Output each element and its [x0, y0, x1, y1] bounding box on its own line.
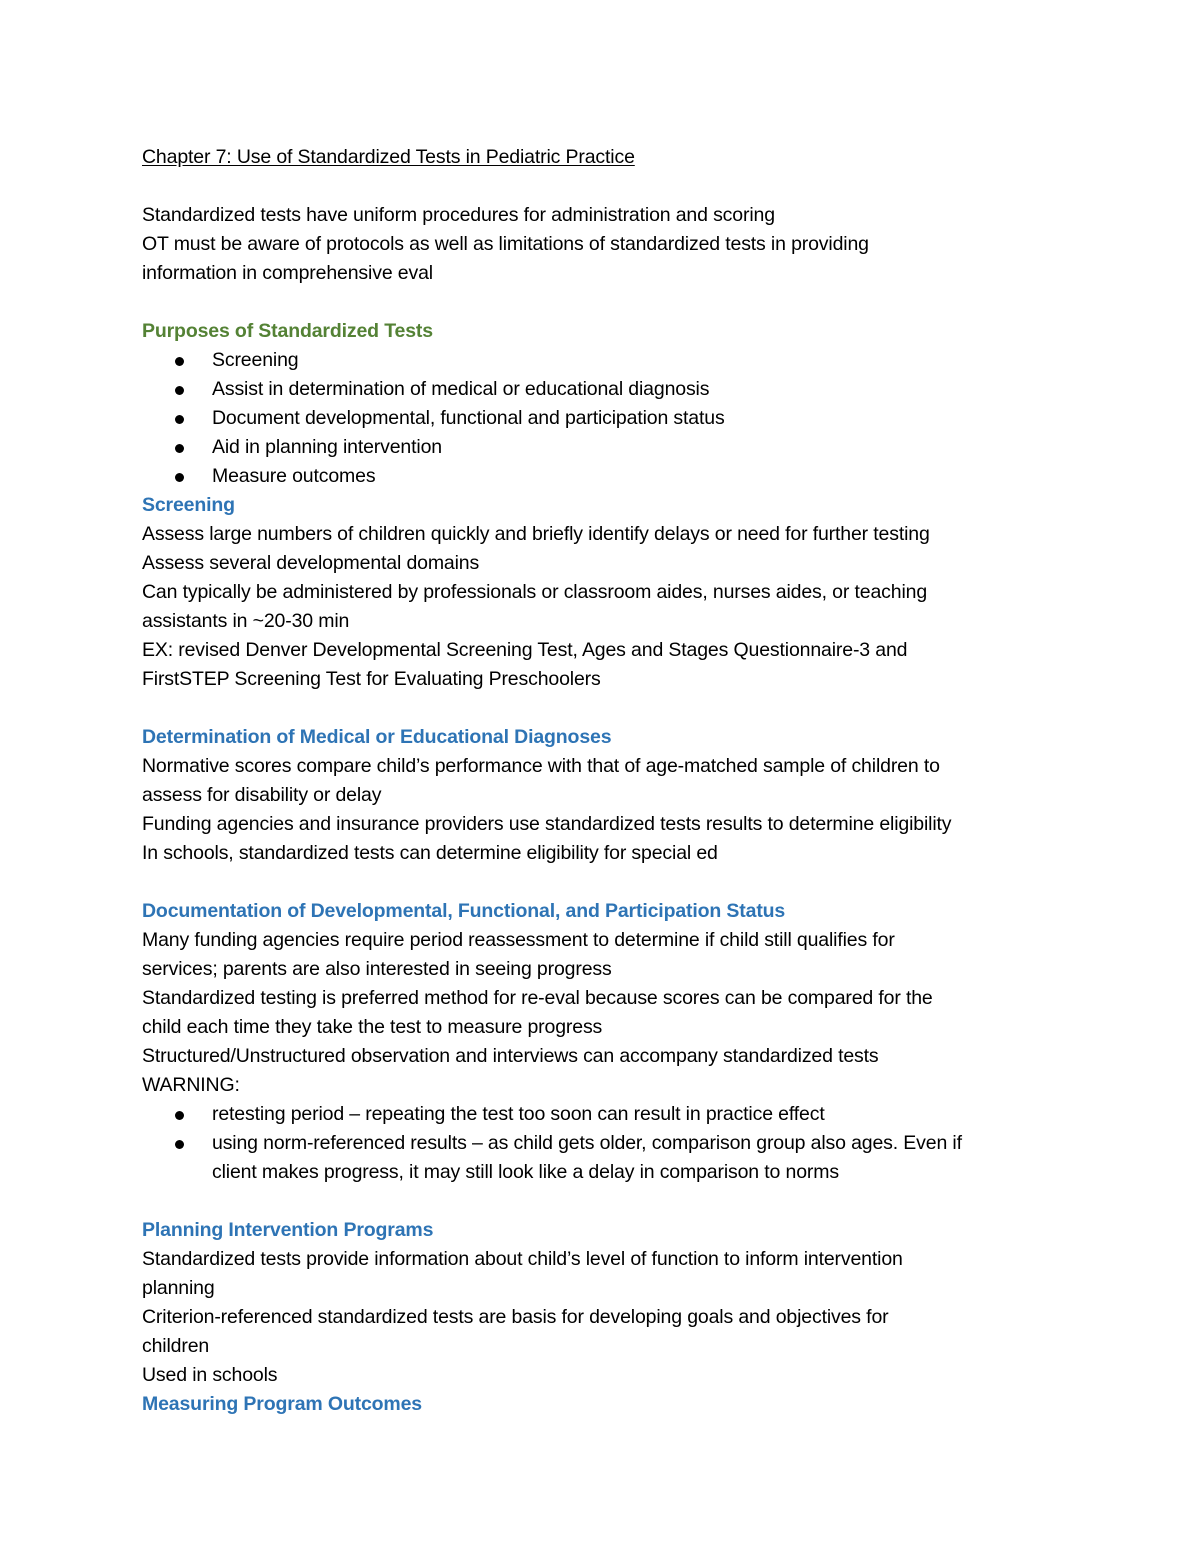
document-page	[142, 143, 1062, 1419]
intro-section	[142, 201, 1062, 288]
body-line: assistants in ~20-30 min	[142, 610, 350, 632]
body-line: Standardized tests provide information about child’s level of function to inform intervention	[142, 1248, 903, 1270]
bullet-icon	[175, 357, 184, 366]
outcomes-heading: Measuring Program Outcomes	[142, 1393, 423, 1415]
body-line: In schools, standardized tests can determine eligibility for special ed	[142, 842, 718, 864]
body-line: planning	[142, 1277, 215, 1299]
intro-line: Standardized tests have uniform procedures for administration and scoring	[142, 204, 775, 226]
list-item	[142, 1100, 1062, 1129]
list-item	[142, 404, 1062, 433]
purposes-list	[142, 346, 1062, 491]
body-line: Many funding agencies require period reassessment to determine if child still qualifies for	[142, 929, 895, 951]
body-line: Structured/Unstructured observation and interviews can accompany standardized tests	[142, 1045, 879, 1067]
bullet-icon	[175, 415, 184, 424]
intro-line: OT must be aware of protocols as well as limitations of standardized tests in providing	[142, 233, 869, 255]
body-line: Assess several developmental domains	[142, 552, 480, 574]
bullet-icon	[175, 1140, 184, 1149]
body-line: children	[142, 1335, 210, 1357]
list-item-text: Document developmental, functional and participation status	[212, 407, 725, 429]
list-item-text: Screening	[212, 349, 299, 371]
list-item	[142, 375, 1062, 404]
list-item-continuation: client makes progress, it may still look like a delay in comparison to norms	[212, 1161, 839, 1183]
spacer	[142, 288, 1062, 317]
screening-section	[142, 491, 1062, 694]
bullet-icon	[175, 473, 184, 482]
body-line: Standardized testing is preferred method for re-eval because scores can be compared for the	[142, 987, 933, 1009]
body-line: Criterion-referenced standardized tests are basis for developing goals and objectives for	[142, 1306, 889, 1328]
page-title: Chapter 7: Use of Standardized Tests in Pediatric Practice	[142, 146, 635, 168]
body-line: Funding agencies and insurance providers use standardized tests results to determine eligibility	[142, 813, 952, 835]
planning-section	[142, 1216, 1062, 1390]
list-item-text: Aid in planning intervention	[212, 436, 442, 458]
list-item	[142, 346, 1062, 375]
diagnoses-section	[142, 723, 1062, 868]
warning-list	[142, 1100, 1062, 1187]
documentation-section	[142, 897, 1062, 1187]
documentation-heading: Documentation of Developmental, Functional, and Participation Status	[142, 900, 786, 922]
spacer	[142, 868, 1062, 897]
body-line: child each time they take the test to measure progress	[142, 1016, 603, 1038]
body-line: EX: revised Denver Developmental Screening Test, Ages and Stages Questionnaire-3 and	[142, 639, 908, 661]
body-line: services; parents are also interested in seeing progress	[142, 958, 612, 980]
bullet-icon	[175, 1111, 184, 1120]
bullet-icon	[175, 386, 184, 395]
body-line: Can typically be administered by professionals or classroom aides, nurses aides, or teaching	[142, 581, 928, 603]
list-item	[142, 1129, 1062, 1187]
list-item-text: using norm-referenced results – as child gets older, comparison group also ages. Even if	[212, 1132, 962, 1154]
intro-line: information in comprehensive eval	[142, 262, 433, 284]
screening-heading: Screening	[142, 494, 235, 516]
body-line: Used in schools	[142, 1364, 278, 1386]
spacer	[142, 694, 1062, 723]
body-line: assess for disability or delay	[142, 784, 382, 806]
list-item-text: retesting period – repeating the test too soon can result in practice effect	[212, 1103, 825, 1125]
purposes-section	[142, 317, 1062, 491]
planning-heading: Planning Intervention Programs	[142, 1219, 434, 1241]
spacer	[142, 1187, 1062, 1216]
list-item-text: Measure outcomes	[212, 465, 376, 487]
body-line: Normative scores compare child’s performance with that of age-matched sample of children to	[142, 755, 940, 777]
bullet-icon	[175, 444, 184, 453]
body-line: Assess large numbers of children quickly and briefly identify delays or need for further testing	[142, 523, 930, 545]
diagnoses-heading: Determination of Medical or Educational Diagnoses	[142, 726, 612, 748]
list-item-text: Assist in determination of medical or educational diagnosis	[212, 378, 710, 400]
list-item	[142, 462, 1062, 491]
outcomes-section	[142, 1390, 1062, 1419]
purposes-heading: Purposes of Standardized Tests	[142, 320, 433, 342]
list-item	[142, 433, 1062, 462]
warning-label: WARNING:	[142, 1074, 240, 1096]
body-line: FirstSTEP Screening Test for Evaluating Preschoolers	[142, 668, 601, 690]
spacer	[142, 172, 1062, 201]
